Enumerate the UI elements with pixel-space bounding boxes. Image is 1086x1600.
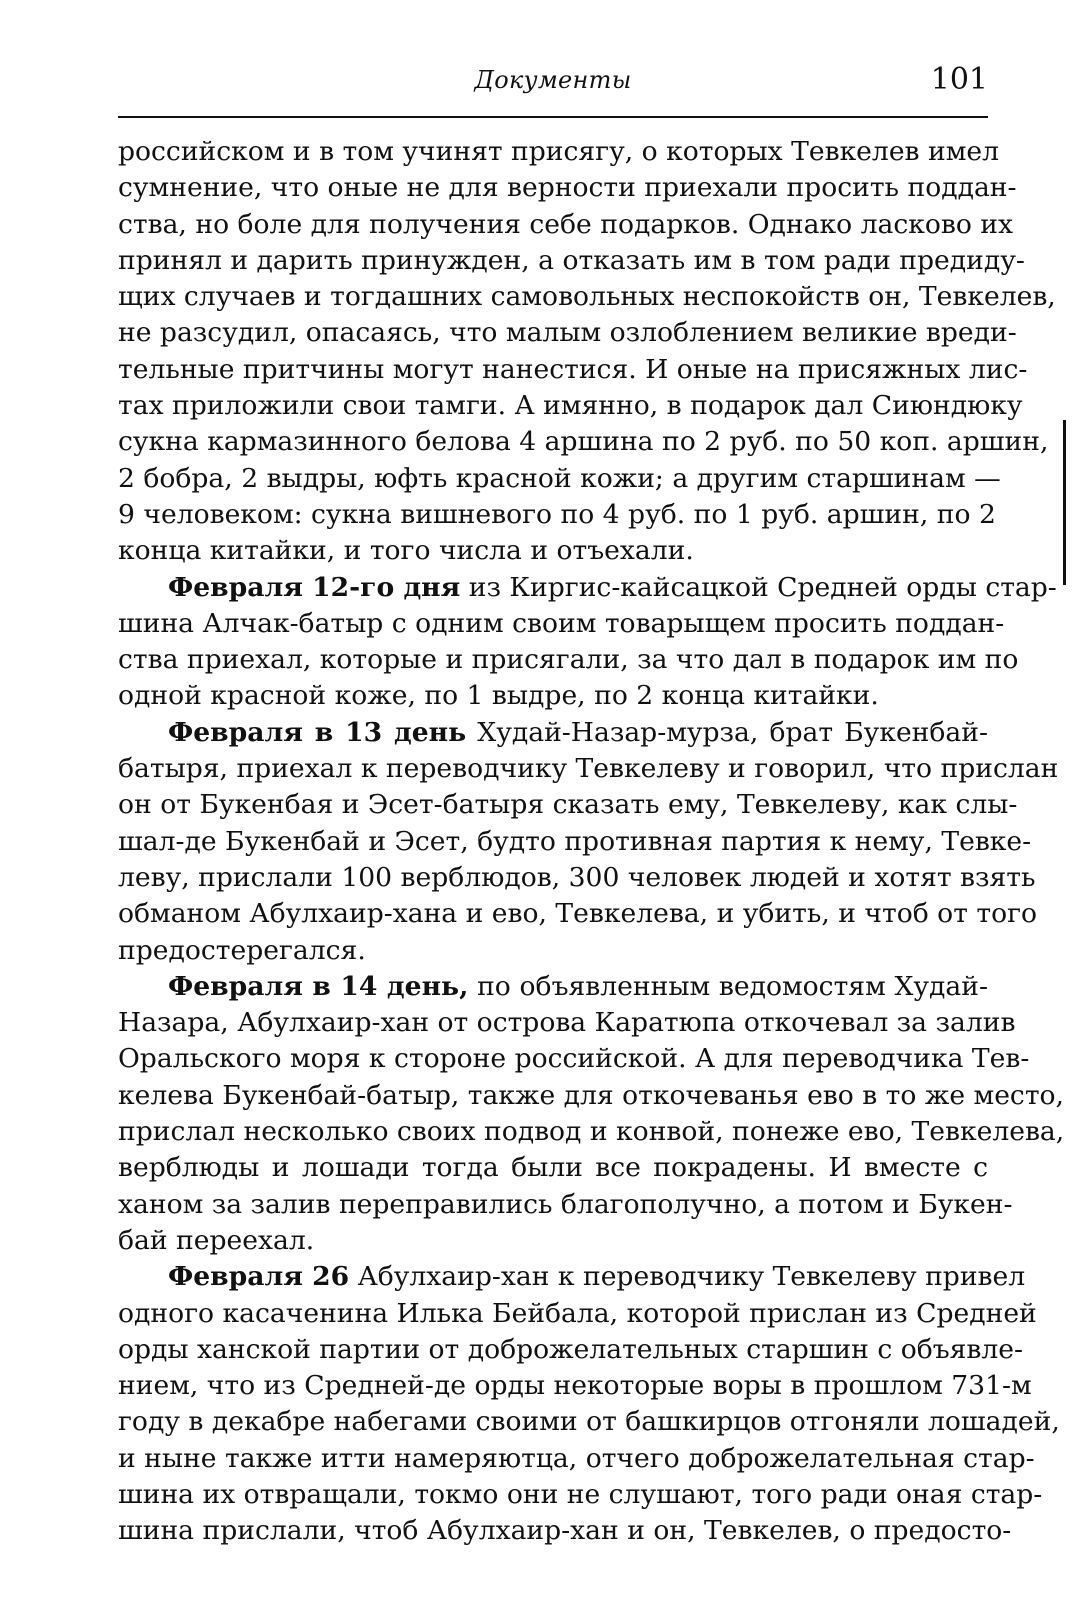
paragraph (118, 134, 1056, 570)
text-line: прислал несколько своих подвод и конвой, понеже ево, Тевкелева, (118, 1116, 1065, 1148)
text-line: 2 бобра, 2 выдры, юфть красной кожи; а другим старшинам — (118, 462, 1001, 494)
text-line: сукна кармазинного белова 4 аршина по 2 руб. по 50 коп. аршин, (118, 426, 1049, 458)
text-line: тах приложили свои тамги. А имянно, в подарок дал Сиюндюку (118, 390, 1023, 422)
page-header (118, 60, 988, 110)
text-line: шина Алчак-батыр с одним своим товарыщем просить поддан- (118, 607, 1005, 639)
text-line: предостерегался. (118, 934, 366, 966)
text-line: Февраля в 13 день Худай-Назар-мурза, брат Букенбай- (168, 716, 988, 748)
entry-date: Февраля в 13 день (168, 716, 467, 748)
text-line: обманом Абулхаир-хана и ево, Тевкелева, и убить, и чтоб от того (118, 898, 1038, 930)
header-rule (118, 116, 988, 118)
text-line: 9 человеком: сукна вишневого по 4 руб. по 1 руб. аршин, по 2 (118, 498, 996, 530)
text-line: орды ханской партии от доброжелательных старшин с объявле- (118, 1333, 1024, 1365)
text-line: Оральского моря к стороне российской. А для переводчика Тев- (118, 1043, 1030, 1075)
text-line: принял и дарить принужден, а отказать им в том ради предиду- (118, 244, 1025, 276)
text-line: одного касаченина Илька Бейбала, которой прислан из Средней (118, 1297, 1037, 1329)
text-line: российском и в том учинят присягу, о которых Тевкелев имел (118, 136, 1000, 167)
text-line: батыря, приехал к переводчику Тевкелеву и говорил, что прислан (118, 753, 1059, 785)
paragraph (118, 570, 1057, 715)
text-line: ханом за залив переправились благополучно, а потом и Букен- (118, 1188, 1013, 1220)
text-line: Февраля 12-го дня из Киргис-кайсацкой Средней орды стар- (168, 571, 1057, 603)
text-line: нием, что из Средней-де орды некоторые воры в прошлом 731-м (118, 1370, 1032, 1402)
page-edge-mark (1063, 420, 1066, 585)
text-line: ства приехал, которые и присягали, за что дал в подарок им по (118, 644, 1019, 676)
text-line: он от Букенбая и Эсет-батыря сказать ему, Тевкелеву, как слы- (118, 789, 1018, 821)
text-line: и ныне также итти намеряютца, отчего доброжелательная стар- (118, 1442, 1035, 1474)
paragraph (118, 969, 1065, 1259)
text-line: бай переехал. (118, 1224, 315, 1256)
text-line: шина их отвращали, токмо они не слушают, того ради оная стар- (118, 1478, 1043, 1510)
entry-date: Февраля 12-го дня (168, 571, 461, 603)
paragraph (118, 1259, 1060, 1549)
text-line: верблюды и лошади тогда были все покрадены. И вместе с (118, 1152, 988, 1184)
body-text (118, 134, 1065, 1550)
text-line: одной красной коже, по 1 выдре, по 2 конца китайки. (118, 680, 879, 712)
entry-date: Февраля 26 (168, 1261, 350, 1293)
paragraph (118, 715, 1059, 969)
text-line: щих случаев и тогдашних самовольных неспокойств он, Тевкелев, (118, 281, 1056, 313)
text-line: году в декабре набегами своими от башкирцов отгоняли лошадей, (118, 1406, 1060, 1438)
text-line: тельные притчины могут нанестися. И оные на присяжных лис- (118, 353, 1028, 385)
text-line: келева Букенбай-батыр, также для откочеванья ево в то же место, (118, 1079, 1064, 1111)
text-line: шал-де Букенбай и Эсет, будто противная партия к нему, Тевке- (118, 825, 1032, 857)
entry-date: Февраля в 14 день, (168, 970, 469, 1002)
text-line: Назара, Абулхаир-хан от острова Каратюпа откочевал за залив (118, 1007, 1016, 1039)
text-line: конца китайки, и того числа и отъехали. (118, 535, 694, 567)
text-line: леву, прислали 100 верблюдов, 300 человек людей и хотят взять (118, 861, 1036, 893)
running-title: Документы (474, 66, 632, 94)
text-line: Февраля 26 Абулхаир-хан к переводчику Тевкелеву привел (168, 1261, 1026, 1293)
text-line: не разсудил, опасаясь, что малым озлоблением великие вреди- (118, 317, 1017, 349)
text-line: шина прислали, чтоб Абулхаир-хан и он, Тевкелев, о предосто- (118, 1515, 1012, 1547)
text-line: ства, но боле для получения себе подарков. Однако ласково их (118, 208, 1014, 240)
text-line: сумнение, что оные не для верности приехали просить поддан- (118, 172, 1017, 204)
text-line: Февраля в 14 день, по объявленным ведомостям Худай- (168, 970, 989, 1002)
page-number: 101 (930, 62, 988, 97)
